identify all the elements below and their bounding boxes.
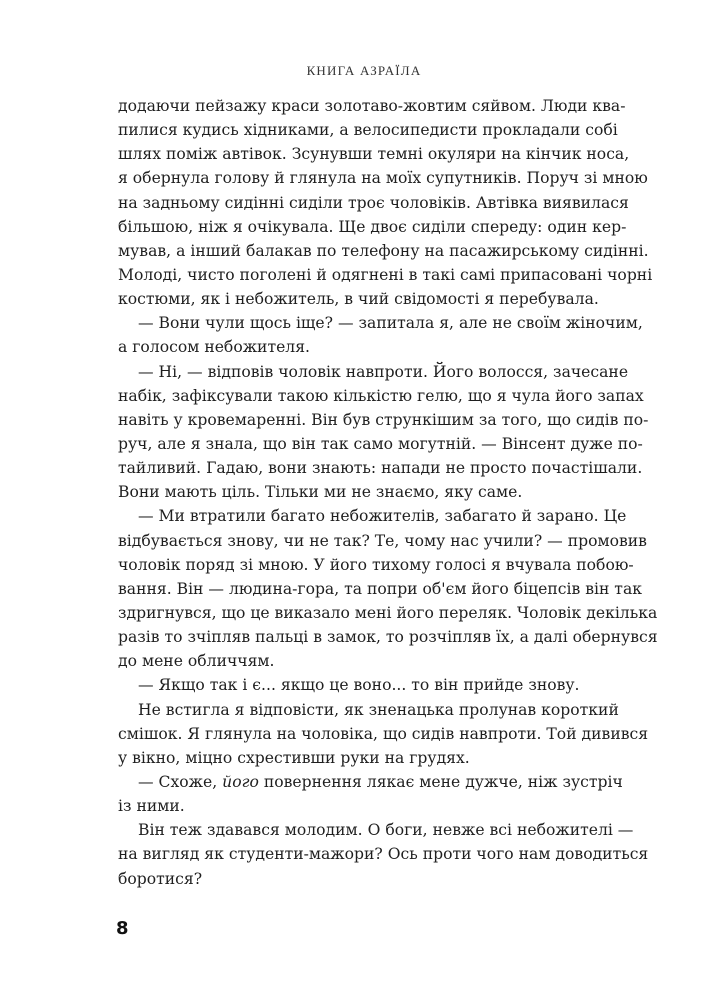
text-line: я обернула голову й глянула на моїх супутників. Поруч зі мною bbox=[118, 169, 648, 188]
text-line: Вони мають ціль. Тільки ми не знаємо, яку саме. bbox=[118, 483, 523, 502]
text-line: — Якщо так і є... якщо це воно... то він прийде знову. bbox=[138, 676, 580, 695]
text-line: Не встигла я відповісти, як зненацька пролунав короткий bbox=[138, 700, 619, 719]
text-line: набік, зафіксували такою кількістю гелю, що я чула його запах bbox=[118, 386, 644, 405]
page-number: 8 bbox=[116, 918, 129, 939]
text-line: — Ні, — відповів чоловік навпроти. Його волосся, зачесане bbox=[138, 362, 629, 381]
text-line: здригнувся, що це виказало мені його переляк. Чоловік декілька bbox=[118, 603, 658, 622]
text-line: мував, а інший балакав по телефону на пасажирському сидінні. bbox=[118, 241, 649, 260]
text-line: додаючи пейзажу краси золотаво-жовтим сяйвом. Люди ква- bbox=[118, 97, 626, 115]
text-line: до мене обличчям. bbox=[118, 652, 275, 671]
text-line: а голосом небожителя. bbox=[118, 338, 311, 357]
text-line: на задньому сидінні сиділи троє чоловіків. Автівка виявилася bbox=[118, 193, 629, 212]
text-line: відбувається знову, чи не так? Те, чому нас учили? — промовив bbox=[118, 531, 647, 550]
text-line: із ними. bbox=[118, 797, 185, 816]
text-line: разів то зчіпляв пальці в замок, то розчіпляв їх, а далі обернувся bbox=[118, 628, 658, 647]
text-segment: — Схоже, bbox=[138, 772, 223, 791]
text-line: у вікно, міцно схрестивши руки на грудях. bbox=[118, 748, 470, 767]
text-line: Він теж здавався молодим. О боги, невже всі небожителі — bbox=[138, 821, 634, 840]
italic-emphasis: його bbox=[222, 772, 259, 791]
text-line: боротися? bbox=[118, 869, 203, 888]
text-line: — Вони чули щось іще? — запитала я, але не своїм жіночим, bbox=[138, 314, 643, 333]
running-head: КНИГА АЗРАЇЛА bbox=[306, 63, 422, 78]
text-line: тайливий. Гадаю, вони знають: напади не просто почастішали. bbox=[118, 459, 643, 478]
text-line: шлях поміж автівок. Зсунувши темні окуляри на кінчик носа, bbox=[118, 145, 630, 164]
text-line: на вигляд як студенти-мажори? Ось проти чого нам доводиться bbox=[118, 845, 649, 864]
text-line: Молоді, чисто поголені й одягнені в такі самі припасовані чорні bbox=[118, 265, 653, 284]
text-line bbox=[118, 770, 623, 794]
text-line: — Ми втратили багато небожителів, забагато й зарано. Це bbox=[138, 507, 627, 526]
text-line: костюми, як і небожитель, в чий свідомості я перебувала. bbox=[118, 290, 599, 309]
text-line: смішок. Я глянула на чоловіка, що сидів навпроти. Той дивився bbox=[118, 724, 649, 743]
body-text bbox=[118, 94, 658, 891]
text-line: більшою, ніж я очікувала. Ще двоє сиділи спереду: один кер- bbox=[118, 217, 627, 236]
text-line: навіть у кровемаренні. Він був стрункішим за того, що сидів по- bbox=[118, 410, 649, 429]
text-line: руч, але я знала, що він так само могутній. — Вінсент дуже по- bbox=[118, 434, 643, 453]
text-line: вання. Він — людина-гора, та попри об'єм його біцепсів він так bbox=[118, 579, 642, 598]
text-line: чоловік поряд зі мною. У його тихому голосі я вчувала побою- bbox=[118, 555, 634, 574]
text-line: пилися кудись хідниками, а велосипедисти прокладали собі bbox=[118, 121, 618, 140]
text-segment: повернення лякає мене дужче, ніж зустріч bbox=[258, 772, 623, 791]
